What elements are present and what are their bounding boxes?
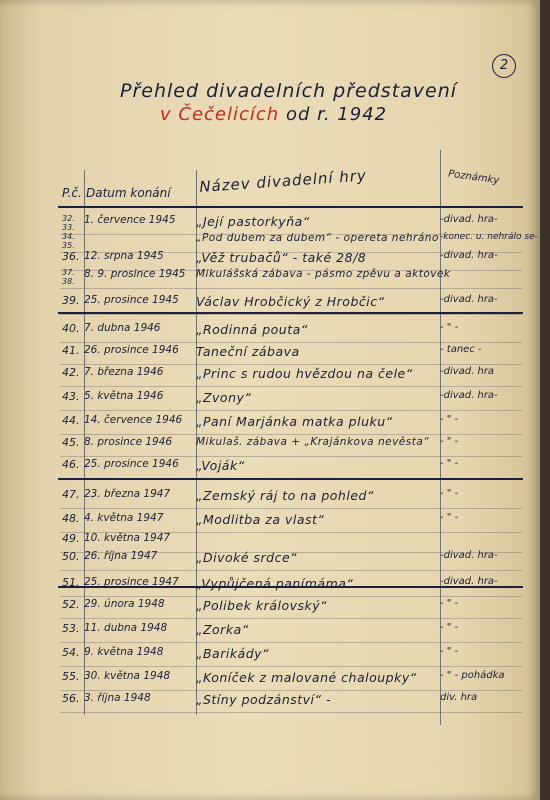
- entry-number: 47.: [62, 488, 80, 501]
- entry-date: 3. října 1948: [84, 692, 151, 704]
- entry-title: Václav Hrobčický z Hrobčic“: [196, 294, 385, 309]
- entry-date: 8. prosince 1946: [84, 436, 173, 448]
- entry-note: -divad. hra-: [440, 294, 498, 305]
- row-rule: [60, 570, 522, 571]
- entry-note: - tanec -: [440, 344, 482, 355]
- header-number: P.č.: [62, 186, 82, 200]
- entry-note: - " -: [440, 622, 459, 633]
- entry-number: 48.: [62, 512, 80, 525]
- table-row: [0, 598, 540, 620]
- entry-title: „Princ s rudou hvězdou na čele“: [196, 366, 413, 381]
- entry-title: „Věž trubačů“ - také 28/8: [196, 250, 367, 265]
- entry-title: „Rodinná pouta“: [196, 322, 308, 337]
- row-rule: [60, 596, 522, 597]
- entry-date: 5. května 1946: [84, 390, 164, 402]
- row-rule: [60, 434, 522, 435]
- header-date: Datum konání: [86, 186, 171, 200]
- table-row: [0, 458, 540, 480]
- entry-date: 26. října 1947: [84, 550, 158, 562]
- entry-number: 53.: [62, 622, 80, 635]
- row-rule: [60, 712, 522, 713]
- table-row: [0, 366, 540, 388]
- entry-note: -divad. hra-: [440, 214, 498, 225]
- table-row: [0, 646, 540, 668]
- entry-number: 42.: [62, 366, 80, 379]
- entry-note: -konec. u. nehrálo se-: [440, 232, 538, 242]
- entry-title: „Zvony“: [196, 390, 252, 405]
- entry-title: „Modlitba za vlast“: [196, 512, 325, 527]
- page-subtitle: [160, 104, 387, 125]
- entry-title: „Pod dubem za dubem“ - opereta nehráno: [196, 232, 439, 244]
- table-row: [0, 414, 540, 436]
- header-title: Název divadelní hry: [198, 166, 368, 196]
- entry-date: 29. února 1948: [84, 598, 165, 610]
- entry-date: 26. prosince 1946: [84, 344, 179, 356]
- entry-number: 56.: [62, 692, 80, 705]
- page-title: Přehled divadelních představení: [120, 80, 458, 102]
- row-rule: [60, 642, 522, 643]
- entry-note: div. hra: [440, 692, 478, 703]
- table-row: [0, 692, 540, 714]
- entry-number: 54.: [62, 646, 80, 659]
- row-rule: [60, 342, 522, 343]
- entry-title: „Divoké srdce“: [196, 550, 298, 565]
- header-rule: [58, 206, 523, 208]
- entry-title: „Její pastorkyňa“: [196, 214, 310, 229]
- entry-date: 7. března 1946: [84, 366, 164, 378]
- entry-number: 40.: [62, 322, 80, 335]
- entry-title: „Zorka“: [196, 622, 249, 637]
- entry-title: „Vypůjčená panímáma“: [196, 576, 354, 591]
- table-row: [0, 622, 540, 644]
- row-rule: [60, 364, 522, 365]
- entry-note: - " -: [440, 646, 459, 657]
- entry-date: 12. srpna 1945: [84, 250, 164, 262]
- entry-date: 10. května 1947: [84, 532, 171, 544]
- page-number: 2: [492, 54, 516, 78]
- entry-date: 25. prosince 1946: [84, 458, 179, 470]
- entry-note: - " -: [440, 598, 459, 609]
- entry-title: „Stíny podzánství“ -: [196, 692, 331, 707]
- entry-title: „Polibek královský“: [196, 598, 328, 613]
- table-row: [0, 488, 540, 510]
- entry-number: 41.: [62, 344, 80, 357]
- table-row: [0, 294, 540, 316]
- entry-number: 49.: [62, 532, 80, 545]
- entry-number: 37. 38.: [62, 268, 75, 286]
- entry-number: 46.: [62, 458, 80, 471]
- row-rule: [60, 410, 522, 411]
- entry-note: - " -: [440, 414, 459, 425]
- entry-note: - " - pohádka: [440, 670, 505, 681]
- entry-date: 4. května 1947: [84, 512, 164, 524]
- table-row: [0, 550, 540, 572]
- entry-title: Mikulášská zábava - pásmo zpěvu a aktovek: [196, 268, 451, 280]
- row-rule: [60, 288, 522, 289]
- entry-date: 30. května 1948: [84, 670, 171, 682]
- entry-number: 55.: [62, 670, 80, 683]
- row-rule: [60, 618, 522, 619]
- entry-title: „Barikády“: [196, 646, 270, 661]
- entry-date: 1. července 1945: [84, 214, 176, 226]
- header-notes: Poznámky: [447, 168, 500, 187]
- entry-number: 36.: [62, 250, 80, 263]
- table-row: [0, 268, 540, 290]
- table-row: [0, 322, 540, 344]
- subtitle-place: v Čečelicích: [160, 104, 280, 125]
- table-row: [0, 576, 540, 598]
- entry-title: „Voják“: [196, 458, 245, 473]
- row-rule: [60, 690, 522, 691]
- entry-date: 25. prosince 1945: [84, 294, 179, 306]
- row-rule: [60, 314, 522, 315]
- table-row: [0, 436, 540, 458]
- entry-date: 25. prosince 1947: [84, 576, 179, 588]
- entry-note: -divad. hra-: [440, 250, 498, 261]
- table-row: [0, 390, 540, 412]
- entry-number: 39.: [62, 294, 80, 307]
- entry-note: - " -: [440, 488, 459, 499]
- entry-note: - " -: [440, 512, 459, 523]
- entry-note: - " -: [440, 322, 459, 333]
- entry-date: 14. července 1946: [84, 414, 183, 426]
- entry-title: „Zemský ráj to na pohled“: [196, 488, 374, 503]
- row-rule: [60, 508, 522, 509]
- row-rule: [60, 478, 522, 479]
- entry-title: Taneční zábava: [196, 344, 300, 359]
- entry-note: -divad. hra-: [440, 576, 498, 587]
- entry-date: 7. dubna 1946: [84, 322, 161, 334]
- entry-number: 44.: [62, 414, 80, 427]
- entry-note: - " -: [440, 436, 459, 447]
- entry-title: Mikulaš. zábava + „Krajánkova nevěsta“: [196, 436, 430, 448]
- row-rule: [60, 456, 522, 457]
- entry-date: 8. 9. prosince 1945: [84, 268, 186, 280]
- entry-note: -divad. hra-: [440, 390, 498, 401]
- entry-title: „Koníček z malované chaloupky“: [196, 670, 417, 685]
- entry-note: - " -: [440, 458, 459, 469]
- entry-date: 23. března 1947: [84, 488, 171, 500]
- row-rule: [60, 666, 522, 667]
- entry-number: 52.: [62, 598, 80, 611]
- entry-note: -divad. hra: [440, 366, 495, 377]
- entry-note: -divad. hra-: [440, 550, 498, 561]
- entry-number: 43.: [62, 390, 80, 403]
- entry-number: 51.: [62, 576, 80, 589]
- entry-date: 9. května 1948: [84, 646, 164, 658]
- entry-number: 32. 33. 34. 35.: [62, 214, 75, 250]
- table-row: [0, 512, 540, 534]
- entry-number: 45.: [62, 436, 80, 449]
- entry-date: 11. dubna 1948: [84, 622, 168, 634]
- subtitle-year: od r. 1942: [285, 104, 388, 125]
- table-row: [0, 344, 540, 366]
- table-row: [0, 670, 540, 692]
- row-rule: [60, 386, 522, 387]
- entry-title: „Paní Marjánka matka pluku“: [196, 414, 393, 429]
- entry-number: 50.: [62, 550, 80, 563]
